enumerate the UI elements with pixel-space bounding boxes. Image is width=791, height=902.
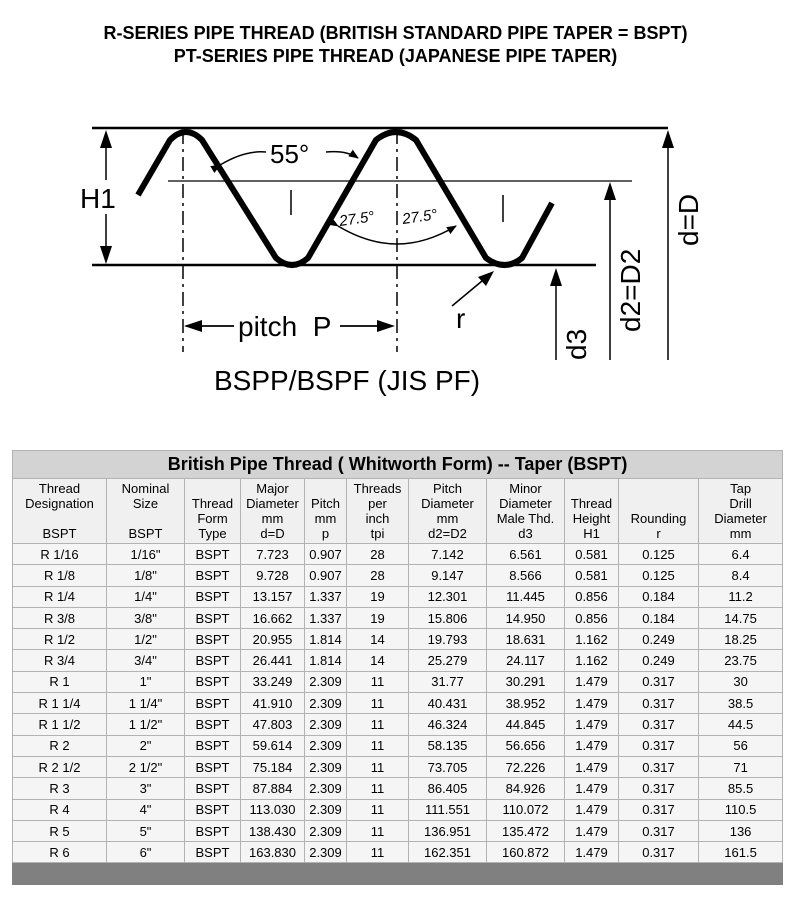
table-cell: 0.249 <box>619 650 699 671</box>
column-header-line: Thread <box>38 481 81 496</box>
table-cell: 11 <box>347 756 409 777</box>
table-row <box>13 693 783 714</box>
h1-arrow-bottom <box>100 246 112 264</box>
table-cell: 11 <box>347 671 409 692</box>
table-cell: 2.309 <box>305 671 347 692</box>
table-cell: 2.309 <box>305 714 347 735</box>
table-cell: 18.25 <box>699 629 783 650</box>
table-cell: 1.479 <box>565 842 619 863</box>
table-row <box>13 756 783 777</box>
table-cell: 14.75 <box>699 607 783 628</box>
column-header-line: Diameter <box>421 496 474 511</box>
table-cell: 13.157 <box>241 586 305 607</box>
table-cell: 163.830 <box>241 842 305 863</box>
table-cell: 0.581 <box>565 544 619 565</box>
table-cell: 7.723 <box>241 544 305 565</box>
table-cell: 9.147 <box>409 565 487 586</box>
table-cell: R 3/8 <box>13 607 107 628</box>
table-cell: 110.5 <box>699 799 783 820</box>
column-header <box>347 479 409 544</box>
table-cell: 85.5 <box>699 778 783 799</box>
table-cell: 38.5 <box>699 693 783 714</box>
column-header <box>13 479 107 544</box>
column-header-line: r <box>656 526 661 541</box>
table-cell: 2.309 <box>305 693 347 714</box>
d2-label: d2=D2 <box>615 248 646 332</box>
table-cell: 11 <box>347 693 409 714</box>
column-header-line: BSPT <box>42 526 77 541</box>
table-cell: 0.317 <box>619 735 699 756</box>
table-cell: R 4 <box>13 799 107 820</box>
table-cell: BSPT <box>185 565 241 586</box>
table-cell: 75.184 <box>241 756 305 777</box>
table-cell: 7.142 <box>409 544 487 565</box>
table-cell: 16.662 <box>241 607 305 628</box>
table-row <box>13 671 783 692</box>
table-cell: 11 <box>347 842 409 863</box>
table-cell: 2" <box>107 735 185 756</box>
table-cell: 12.301 <box>409 586 487 607</box>
table-cell: 160.872 <box>487 842 565 863</box>
column-header-line: Type <box>198 526 227 541</box>
table-row <box>13 565 783 586</box>
table-cell: 44.5 <box>699 714 783 735</box>
column-header <box>305 479 347 544</box>
column-header-line: mm <box>314 511 337 526</box>
table-cell: 4" <box>107 799 185 820</box>
table-cell: 73.705 <box>409 756 487 777</box>
table-cell: R 5 <box>13 820 107 841</box>
column-header-line <box>14 511 105 526</box>
table-cell: 19 <box>347 586 409 607</box>
pitch-arrowhead-left <box>184 320 202 332</box>
column-header-line: inch <box>365 511 390 526</box>
table-cell: 0.249 <box>619 629 699 650</box>
table-cell: 41.910 <box>241 693 305 714</box>
table-row <box>13 586 783 607</box>
table-cell: 1.479 <box>565 756 619 777</box>
column-header-line: Minor <box>509 481 542 496</box>
column-header-line: Thread <box>570 496 613 511</box>
column-header-line: Threads <box>353 481 402 496</box>
column-header-line <box>108 511 183 526</box>
table-cell: 86.405 <box>409 778 487 799</box>
table-cell: 11 <box>347 778 409 799</box>
table-cell: 0.317 <box>619 820 699 841</box>
table-cell: 0.317 <box>619 756 699 777</box>
table-cell: 11.445 <box>487 586 565 607</box>
table-cell: 1.479 <box>565 671 619 692</box>
table-cell: 0.317 <box>619 778 699 799</box>
angle-half-right-label: 27.5° <box>401 206 439 228</box>
table-cell: 1.479 <box>565 735 619 756</box>
table-cell: 2.309 <box>305 735 347 756</box>
r-label: r <box>456 303 466 334</box>
table-cell: 9.728 <box>241 565 305 586</box>
table-cell: BSPT <box>185 820 241 841</box>
table-cell: 30.291 <box>487 671 565 692</box>
table-cell: 1/2" <box>107 629 185 650</box>
table-cell: 1.337 <box>305 607 347 628</box>
angle-total-label: 55° <box>270 139 310 169</box>
column-header-line: mm <box>436 511 459 526</box>
table-cell: 33.249 <box>241 671 305 692</box>
table-cell: 0.317 <box>619 799 699 820</box>
table-cell: 2.309 <box>305 778 347 799</box>
table-cell: 28 <box>347 565 409 586</box>
column-header <box>409 479 487 544</box>
table-cell: 8.4 <box>699 565 783 586</box>
table-row <box>13 714 783 735</box>
column-header-line: Pitch <box>311 496 340 511</box>
table-cell: R 1/2 <box>13 629 107 650</box>
table-header-row <box>13 479 783 544</box>
table-cell: 1.479 <box>565 693 619 714</box>
table-cell: BSPT <box>185 586 241 607</box>
column-header-line: Designation <box>25 496 94 511</box>
table-cell: 56 <box>699 735 783 756</box>
column-header-line: BSPT <box>128 526 163 541</box>
table-cell: R 6 <box>13 842 107 863</box>
table-cell: BSPT <box>185 842 241 863</box>
table-cell: 72.226 <box>487 756 565 777</box>
table-cell: 162.351 <box>409 842 487 863</box>
pitch-arrowhead-right <box>377 320 395 332</box>
bspt-table <box>12 450 783 885</box>
table-cell: R 1 1/4 <box>13 693 107 714</box>
table-cell: 0.856 <box>565 607 619 628</box>
table-cell: BSPT <box>185 714 241 735</box>
table-cell: 136.951 <box>409 820 487 841</box>
table-cell: 5" <box>107 820 185 841</box>
table-cell: 23.75 <box>699 650 783 671</box>
table-cell: 11.2 <box>699 586 783 607</box>
table-cell: R 2 1/2 <box>13 756 107 777</box>
table-cell: 19 <box>347 607 409 628</box>
table-cell: 1.479 <box>565 778 619 799</box>
table-cell: R 3 <box>13 778 107 799</box>
table-cell: BSPT <box>185 671 241 692</box>
table-cell: 11 <box>347 820 409 841</box>
table-cell: 0.317 <box>619 693 699 714</box>
column-header-line: d3 <box>518 526 533 541</box>
table-cell: 25.279 <box>409 650 487 671</box>
column-header-line: Diameter <box>246 496 299 511</box>
table-row <box>13 735 783 756</box>
angle-arc-55-right <box>326 152 358 158</box>
d2-arrow <box>604 182 616 200</box>
table-cell: 2.309 <box>305 799 347 820</box>
table-cell: BSPT <box>185 693 241 714</box>
column-header-line: Size <box>132 496 159 511</box>
column-header-line: Thread <box>191 496 234 511</box>
table-cell: 3/4" <box>107 650 185 671</box>
table-cell: 40.431 <box>409 693 487 714</box>
table-cell: BSPT <box>185 607 241 628</box>
table-cell: 11 <box>347 735 409 756</box>
table-cell: 1.814 <box>305 650 347 671</box>
table-cell: 113.030 <box>241 799 305 820</box>
table-cell: 1/8" <box>107 565 185 586</box>
table-cell: 44.845 <box>487 714 565 735</box>
table-cell: BSPT <box>185 544 241 565</box>
table-cell: 0.125 <box>619 565 699 586</box>
table-cell: 1 1/2" <box>107 714 185 735</box>
column-header-line: Tap <box>730 481 752 496</box>
bspt-table-container <box>12 450 782 885</box>
table-row <box>13 544 783 565</box>
table-row <box>13 799 783 820</box>
d-label: d=D <box>673 193 704 246</box>
table-cell: 71 <box>699 756 783 777</box>
table-row <box>13 778 783 799</box>
column-header-line: p <box>321 526 330 541</box>
table-cell: R 2 <box>13 735 107 756</box>
table-cell: BSPT <box>185 629 241 650</box>
table-cell: 14 <box>347 650 409 671</box>
table-cell: 0.184 <box>619 607 699 628</box>
pitch-label: pitch P <box>238 311 332 342</box>
column-header-line: d2=D2 <box>428 526 467 541</box>
angle-half-left-label: 27.5° <box>338 208 376 230</box>
table-cell: 0.907 <box>305 544 347 565</box>
table-cell: 138.430 <box>241 820 305 841</box>
table-cell: 0.184 <box>619 586 699 607</box>
diagram-caption: BSPP/BSPF (JIS PF) <box>214 365 481 396</box>
table-cell: 1.479 <box>565 714 619 735</box>
table-cell: 84.926 <box>487 778 565 799</box>
table-cell: 1" <box>107 671 185 692</box>
table-cell: 38.952 <box>487 693 565 714</box>
table-cell: 24.117 <box>487 650 565 671</box>
table-cell: 2.309 <box>305 820 347 841</box>
column-header-line: mm <box>729 526 752 541</box>
table-cell: 11 <box>347 799 409 820</box>
table-cell: 2.309 <box>305 756 347 777</box>
table-cell: 58.135 <box>409 735 487 756</box>
table-cell: 28 <box>347 544 409 565</box>
table-cell: 1.162 <box>565 650 619 671</box>
table-cell: 14 <box>347 629 409 650</box>
column-header <box>185 479 241 544</box>
table-cell: 135.472 <box>487 820 565 841</box>
table-cell: 1.162 <box>565 629 619 650</box>
table-footer-bar <box>13 863 783 885</box>
column-header-line: Male Thd. <box>496 511 555 526</box>
d-arrow <box>662 130 674 148</box>
table-cell: R 1/8 <box>13 565 107 586</box>
table-cell: 6" <box>107 842 185 863</box>
table-cell: R 1 1/2 <box>13 714 107 735</box>
column-header-line: Diameter <box>499 496 552 511</box>
table-title: British Pipe Thread ( Whitworth Form) -- Taper (BSPT) <box>13 451 783 479</box>
column-header-line: Pitch <box>433 481 462 496</box>
table-cell: 18.631 <box>487 629 565 650</box>
column-header-line: Form <box>197 511 228 526</box>
table-cell: 0.581 <box>565 565 619 586</box>
table-row <box>13 842 783 863</box>
column-header <box>699 479 783 544</box>
table-cell: 136 <box>699 820 783 841</box>
table-row <box>13 650 783 671</box>
table-cell: 56.656 <box>487 735 565 756</box>
column-header <box>565 479 619 544</box>
table-cell: 1.479 <box>565 820 619 841</box>
table-row <box>13 820 783 841</box>
table-cell: 1.479 <box>565 799 619 820</box>
table-cell: 8.566 <box>487 565 565 586</box>
table-cell: 19.793 <box>409 629 487 650</box>
table-cell: 6.561 <box>487 544 565 565</box>
table-cell: BSPT <box>185 756 241 777</box>
table-cell: 0.907 <box>305 565 347 586</box>
column-header <box>241 479 305 544</box>
table-cell: 1/16" <box>107 544 185 565</box>
table-cell: 1/4" <box>107 586 185 607</box>
table-cell: 0.317 <box>619 714 699 735</box>
table-cell: R 1/4 <box>13 586 107 607</box>
column-header-line: tpi <box>370 526 385 541</box>
table-cell: 1.337 <box>305 586 347 607</box>
table-cell: 6.4 <box>699 544 783 565</box>
column-header-line: d=D <box>260 526 285 541</box>
table-cell: BSPT <box>185 650 241 671</box>
header-line-2: PT-SERIES PIPE THREAD (JAPANESE PIPE TAPER) <box>173 46 618 66</box>
table-cell: 46.324 <box>409 714 487 735</box>
table-cell: 110.072 <box>487 799 565 820</box>
table-cell: 111.551 <box>409 799 487 820</box>
thread-profile-diagram <box>0 0 791 440</box>
column-header-line: Rounding <box>630 511 687 526</box>
table-cell: 47.803 <box>241 714 305 735</box>
table-row <box>13 629 783 650</box>
column-header-line: per <box>368 496 387 511</box>
column-header <box>619 479 699 544</box>
table-cell: 87.884 <box>241 778 305 799</box>
table-cell: 2 1/2" <box>107 756 185 777</box>
column-header <box>487 479 565 544</box>
table-cell: R 1/16 <box>13 544 107 565</box>
table-body <box>13 544 783 863</box>
table-cell: R 3/4 <box>13 650 107 671</box>
d3-label: d3 <box>561 328 592 360</box>
column-header-line: Diameter <box>714 511 767 526</box>
table-cell: BSPT <box>185 799 241 820</box>
column-header <box>107 479 185 544</box>
table-cell: 1 1/4" <box>107 693 185 714</box>
h1-label: H1 <box>80 183 116 214</box>
table-cell: 0.317 <box>619 842 699 863</box>
table-cell: 3" <box>107 778 185 799</box>
table-cell: 0.125 <box>619 544 699 565</box>
table-cell: 59.614 <box>241 735 305 756</box>
table-cell: 1.814 <box>305 629 347 650</box>
angle-arc-55 <box>220 152 266 165</box>
table-row <box>13 607 783 628</box>
column-header-line: Nominal <box>121 481 170 496</box>
column-header-line: Height <box>572 511 611 526</box>
column-header-line: H1 <box>583 526 600 541</box>
column-header-line: mm <box>261 511 284 526</box>
column-header-line: Major <box>256 481 289 496</box>
table-cell: 31.77 <box>409 671 487 692</box>
table-cell: BSPT <box>185 778 241 799</box>
table-cell: 2.309 <box>305 842 347 863</box>
r-pointer-arrow <box>478 271 494 286</box>
table-cell: 11 <box>347 714 409 735</box>
h1-arrow-top <box>100 130 112 148</box>
table-cell: 30 <box>699 671 783 692</box>
table-cell: 26.441 <box>241 650 305 671</box>
header-line-1: R-SERIES PIPE THREAD (BRITISH STANDARD PIPE TAPER = BSPT) <box>103 23 688 43</box>
table-cell: 0.856 <box>565 586 619 607</box>
table-cell: 15.806 <box>409 607 487 628</box>
table-cell: R 1 <box>13 671 107 692</box>
d3-arrow <box>550 268 562 286</box>
table-cell: BSPT <box>185 735 241 756</box>
table-cell: 0.317 <box>619 671 699 692</box>
table-cell: 3/8" <box>107 607 185 628</box>
table-cell: 14.950 <box>487 607 565 628</box>
column-header-line: Drill <box>729 496 752 511</box>
table-cell: 20.955 <box>241 629 305 650</box>
table-cell: 161.5 <box>699 842 783 863</box>
